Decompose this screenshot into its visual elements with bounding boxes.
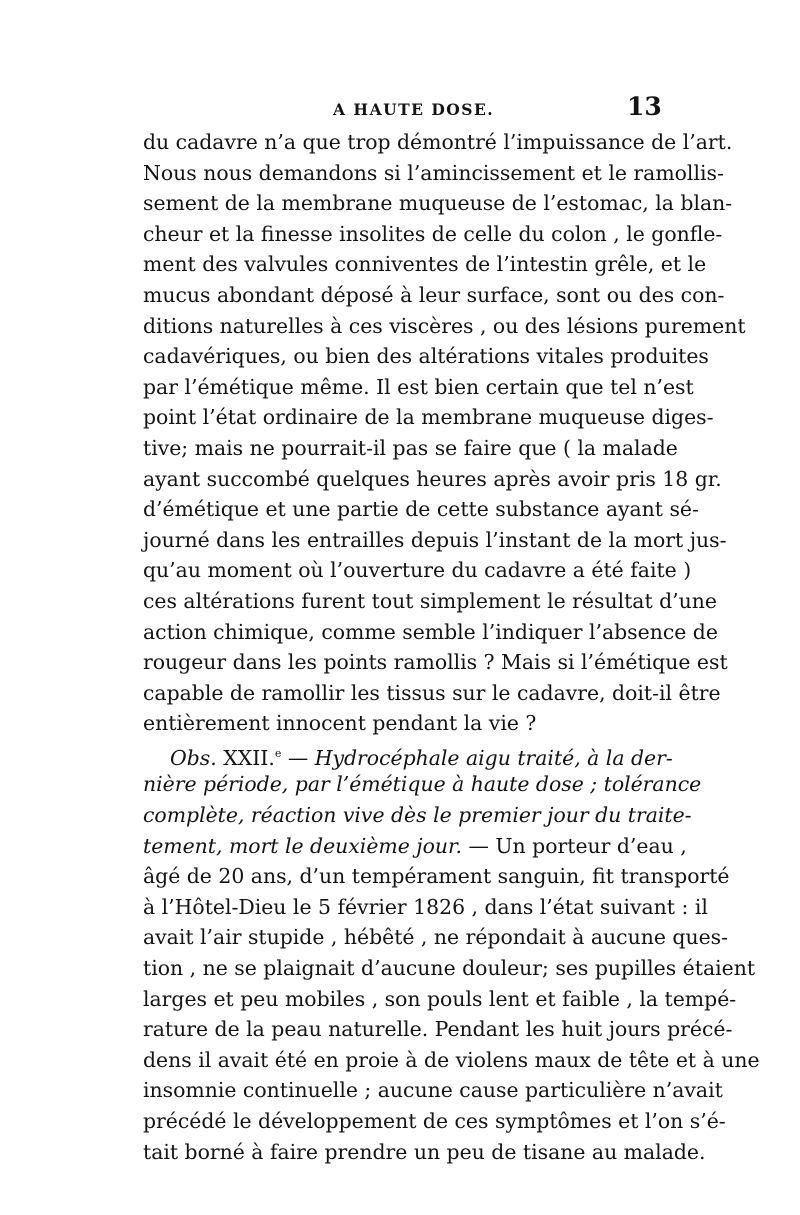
text-line: tive; mais ne pourrait-il pas se faire que ( la malade [143,435,678,460]
text-line: rougeur dans les points ramollis ? Mais si l’émétique est [143,650,728,675]
observation-text-line: insomnie continuelle ; aucune cause particulière n’avait [143,1078,723,1103]
observation-first-sentence: — Un porteur d’eau , [468,833,687,858]
observation-label: Obs. [170,745,217,770]
text-line: ment des valvules conniventes de l’intestin grêle, et le [143,252,707,277]
text-line: d’émétique et une partie de cette substance ayant sé- [143,497,699,522]
text-line: ces altérations furent tout simplement le résultat d’une [143,588,717,613]
observation-text-line: tait borné à faire prendre un peu de tisane au malade. [143,1139,706,1164]
text-line: action chimique, comme semble l’indiquer l’absence de [143,619,718,644]
observation-dash: — [287,745,309,770]
text-line: journé dans les entrailles depuis l’instant de la mort jus- [143,527,727,552]
page-number: 13 [627,92,662,121]
text-line: capable de ramollir les tissus sur le cadavre, doit-il être [143,680,721,705]
observation-text-line: âgé de 20 ans, d’un tempérament sanguin, fit transporté [143,864,730,889]
text-line: point l’état ordinaire de la membrane muqueuse diges- [143,405,714,430]
text-line: entièrement innocent pendant la vie ? [143,711,537,736]
text-line: qu’au moment où l’ouverture du cadavre a été faite ) [143,558,692,583]
body-text [143,127,760,1167]
observation-title-line: Hydrocéphale aigu traité, à la der- [314,745,673,770]
text-line: par l’émétique même. Il est bien certain que tel n’est [143,374,694,399]
observation-title-line: complète, réaction vive dès le premier jour du traite- [143,803,692,828]
observation-title-line: tement, mort le deuxième jour. [143,833,463,858]
text-line: ditions naturelles à ces viscères , ou des lésions purement [143,313,746,338]
text-line: cheur et la finesse insolites de celle du colon , le gonfle- [143,221,723,246]
text-line: sement de la membrane muqueuse de l’estomac, la blan- [143,191,733,216]
observation-text-line: précédé le développement de ces symptômes et l’on s’é- [143,1109,726,1133]
observation-text-line: avait l’air stupide , hébêté , ne répondait à aucune ques- [143,925,729,950]
observation-title-line: nière période, par l’émétique à haute dose ; tolérance [143,772,702,797]
observation-text-line: à l’Hôtel-Dieu le 5 février 1826 , dans l’état suivant : il [143,894,708,919]
running-title: A HAUTE DOSE. [333,100,495,119]
observation-text-line: larges et peu mobiles , son pouls lent et faible , la tempé- [143,986,737,1011]
observation-superscript: e [274,746,282,760]
text-line: mucus abondant déposé à leur surface, sont ou des con- [143,282,725,307]
observation-title-final-line [143,831,687,862]
text-line: Nous nous demandons si l’amincissement et le ramollis- [143,160,724,185]
observation-number: XXII. [223,745,275,770]
observation-text-line: dens il avait été en proie à de violens maux de tête et à une [143,1047,760,1072]
observation-heading-line [143,739,673,770]
observation-text-line: tion , ne se plaignait d’aucune douleur; ses pupilles étaient [143,956,756,981]
observation-text-line: rature de la peau naturelle. Pendant les huit jours précé- [143,1017,733,1042]
text-line: ayant succombé quelques heures après avoir pris 18 gr. [143,466,722,491]
text-line: du cadavre n’a que trop démontré l’impuissance de l’art. [143,130,733,154]
text-line: cadavériques, ou bien des altérations vitales produites [143,344,709,369]
running-head [0,88,800,124]
